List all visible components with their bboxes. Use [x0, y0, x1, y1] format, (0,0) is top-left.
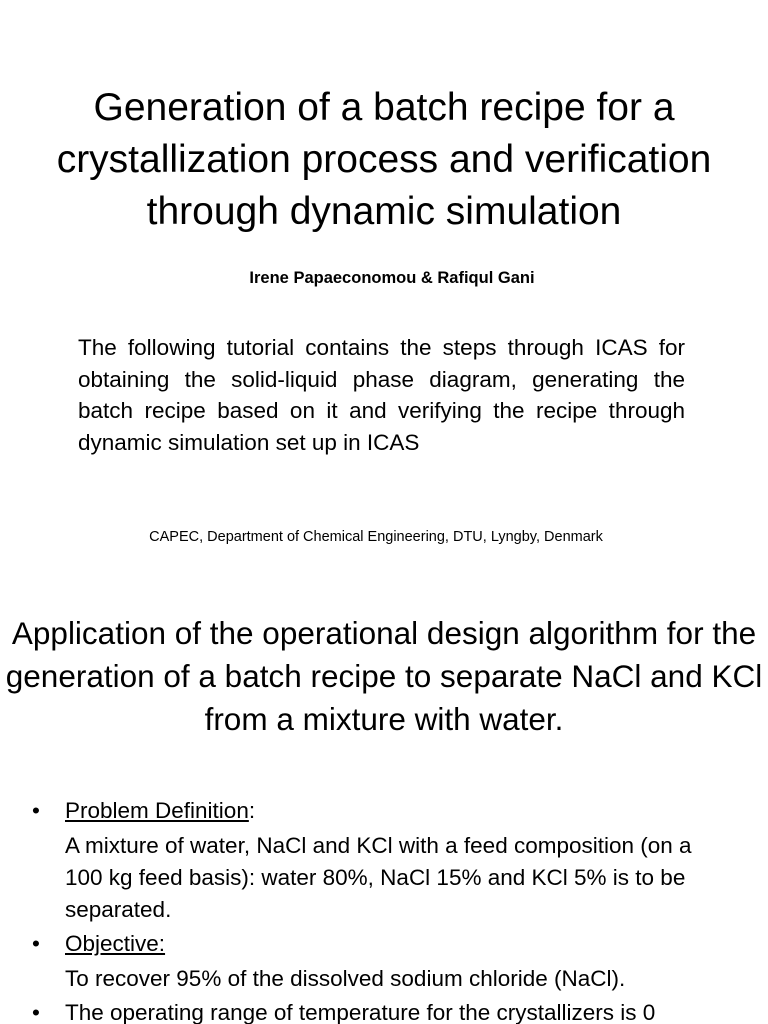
- bullet-label-suffix: :: [248, 798, 256, 823]
- bullet-marker: •: [32, 931, 40, 956]
- bullet-operating-range: [0, 997, 768, 1024]
- bullet-marker: •: [32, 798, 40, 823]
- bullet-label: Problem Definition: [65, 798, 249, 823]
- bullet-problem-definition: [0, 795, 768, 926]
- affiliation-line: CAPEC, Department of Chemical Engineering, DTU, Lyngby, Denmark: [149, 529, 603, 545]
- bullet-list: [0, 795, 768, 1024]
- intro-paragraph: The following tutorial contains the steps through ICAS for obtaining the solid-liquid phase diagram, generating the batch recipe based on it and verifying the recipe through dynamic simulation set up in ICAS: [78, 335, 685, 455]
- bullet-objective: [0, 928, 768, 995]
- section-heading: Application of the operational design algorithm for the generation of a batch recipe to separate NaCl and KCl from a mixture with water.: [5, 615, 763, 737]
- document-title: Generation of a batch recipe for a crystallization process and verification through dynamic simulation: [56, 86, 712, 233]
- authors-line: Irene Papaeconomou & Rafiqul Gani: [249, 269, 535, 287]
- bullet-text-inline: The operating range of temperature for the crystallizers is 0: [65, 1000, 656, 1024]
- bullet-text: A mixture of water, NaCl and KCl with a feed composition (on a 100 kg feed basis): water 80%, NaCl 15% and KCl 5% is to be separated.: [65, 833, 692, 922]
- bullet-label: Objective:: [65, 931, 166, 956]
- bullet-text: To recover 95% of the dissolved sodium chloride (NaCl).: [65, 966, 626, 991]
- bullet-marker: •: [32, 1000, 40, 1024]
